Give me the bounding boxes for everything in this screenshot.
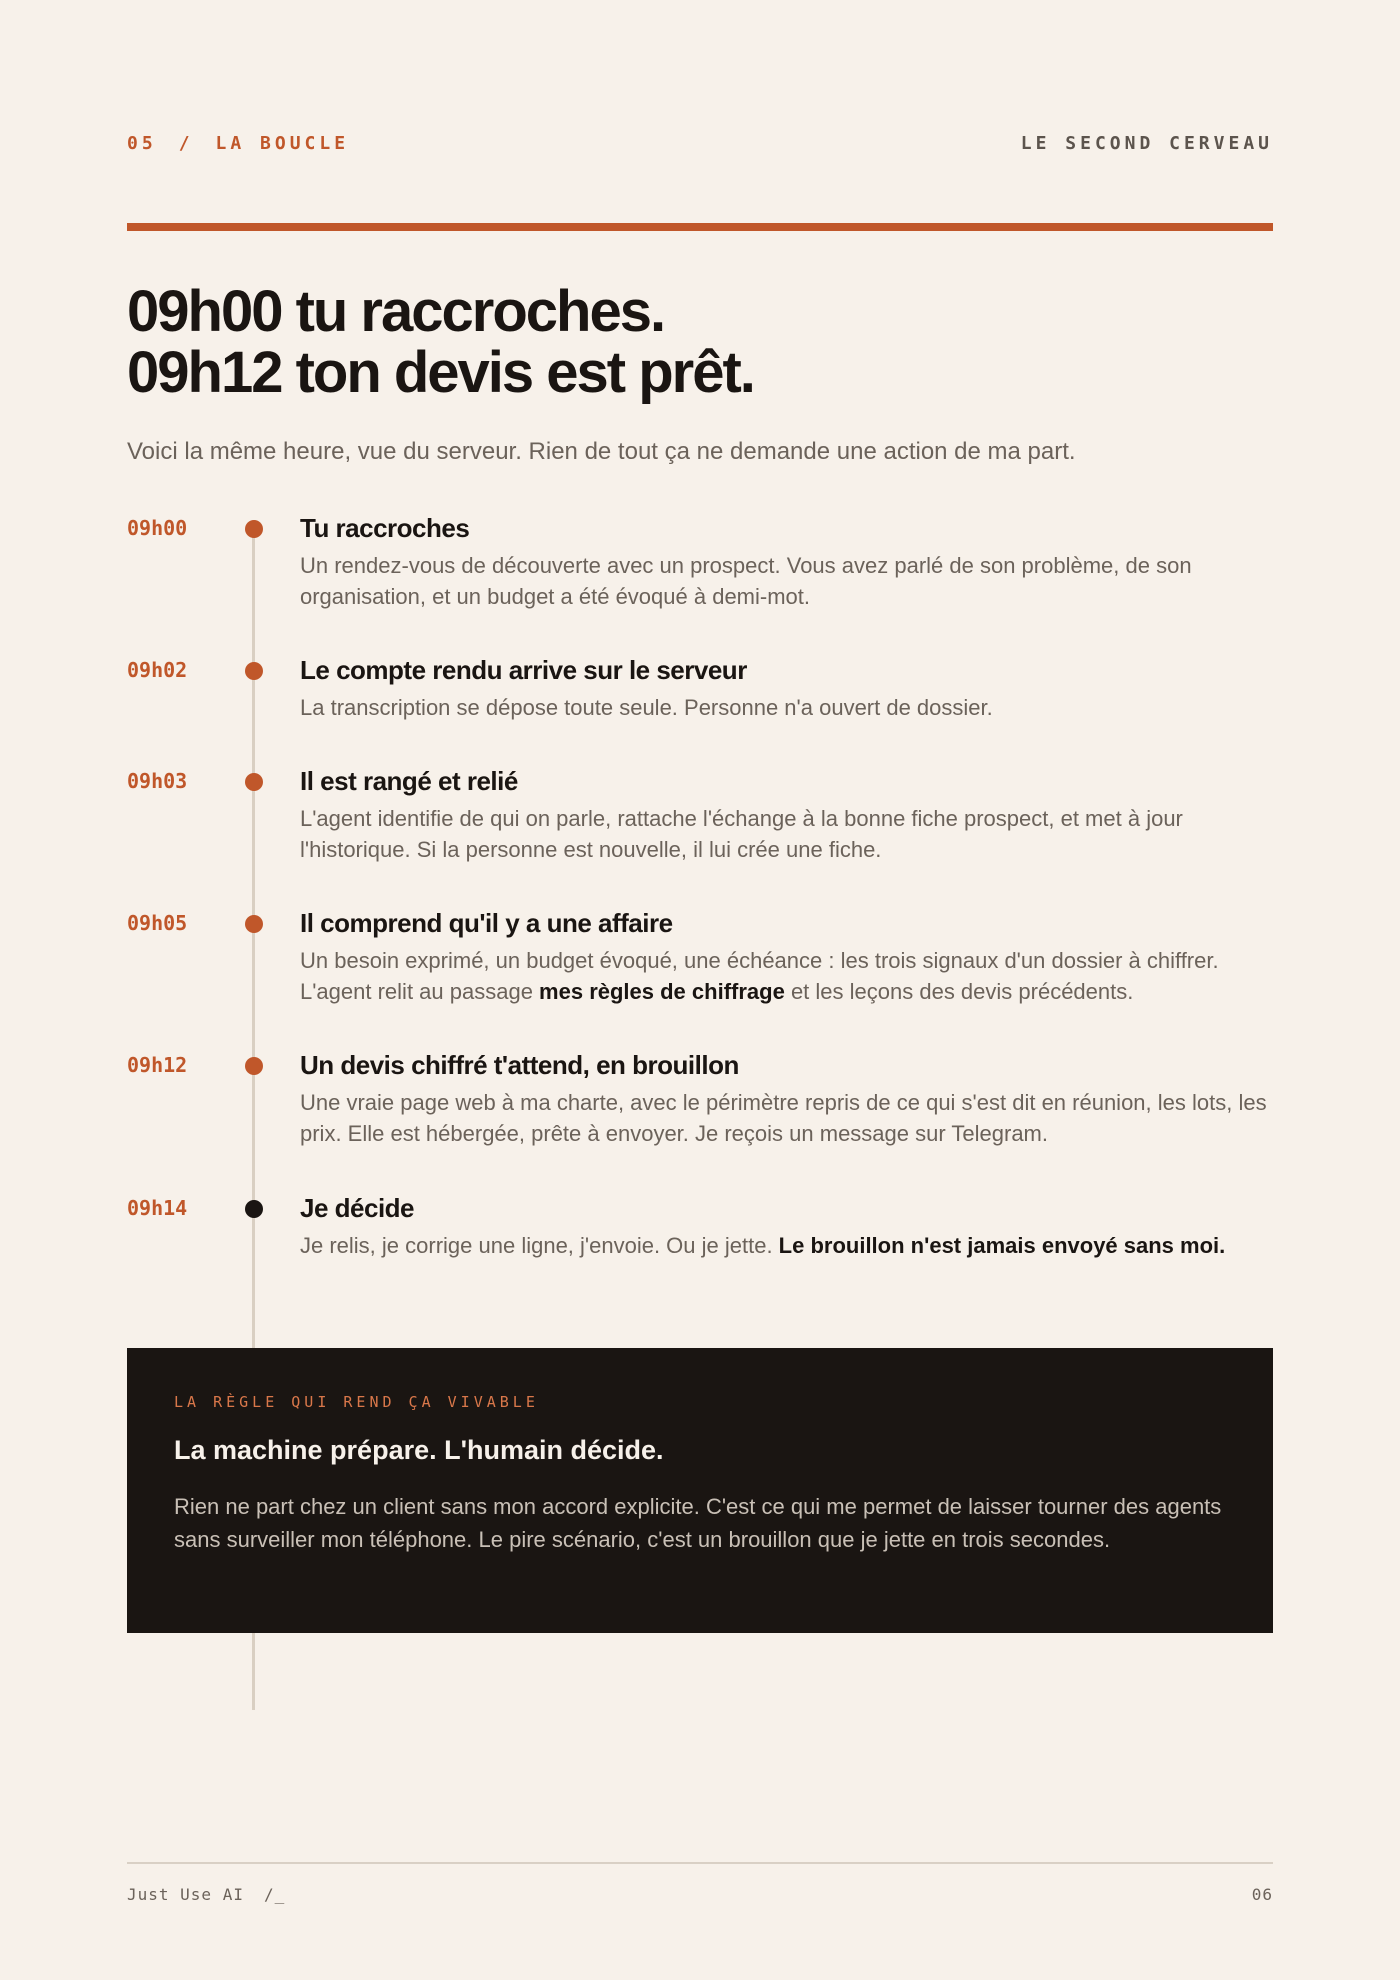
event-title: Il comprend qu'il y a une affaire — [300, 908, 673, 938]
page-number: 06 — [1251, 1885, 1273, 1904]
event-description: Une vraie page web à ma charte, avec le périmètre repris de ce qui s'est dit en réunion, les lots, les prix. Elle est hébergée, prête à envoyer. Je reçois un message sur Telegram. — [300, 1090, 1267, 1146]
section-title: LA BOUCLE — [215, 133, 350, 154]
callout-label: LA RÈGLE QUI REND ÇA VIVABLE — [174, 1393, 539, 1411]
event-description-emphasis: Le brouillon n'est jamais envoyé sans moi. — [778, 1233, 1226, 1258]
event-description-text: Un besoin exprimé, un budget évoqué, une échéance : les trois signaux d'un dossier à chiffrer. L'agent relit au passage — [300, 948, 1219, 1004]
page — [127, 0, 1273, 1980]
timeline-dot-final — [245, 1200, 263, 1218]
event-time: 09h03 — [127, 769, 188, 793]
timeline-dot — [245, 1057, 263, 1075]
timeline-dot — [245, 520, 263, 538]
event-description: L'agent identifie de qui on parle, rattache l'échange à la bonne fiche prospect, et met à jour l'historique. Si la personne est nouvelle, il lui crée une fiche. — [300, 806, 1183, 862]
footer-cursor: /_ — [263, 1885, 286, 1904]
event-time: 09h05 — [127, 911, 188, 935]
footer-divider — [127, 1862, 1273, 1864]
brand-label: LE SECOND CERVEAU — [1020, 133, 1273, 154]
footer-brand-name: Just Use AI — [127, 1885, 244, 1904]
section-label — [127, 133, 349, 154]
event-description — [300, 945, 1275, 1007]
event-description-text: Je relis, je corrige une ligne, j'envoie. Ou je jette. — [300, 1233, 779, 1258]
timeline-dot — [245, 915, 263, 933]
event-description: Un rendez-vous de découverte avec un prospect. Vous avez parlé de son problème, de son organisation, et un budget a été évoqué à demi-mot. — [300, 553, 1192, 609]
event-description-emphasis: mes règles de chiffrage — [539, 979, 785, 1004]
title-line-2: 09h12 ton devis est prêt. — [127, 340, 754, 405]
intro-text: Voici la même heure, vue du serveur. Rien de tout ça ne demande une action de ma part. — [127, 438, 1076, 465]
event-title: Le compte rendu arrive sur le serveur — [300, 655, 747, 685]
event-title: Il est rangé et relié — [300, 766, 518, 796]
accent-rule — [127, 223, 1273, 231]
event-title: Un devis chiffré t'attend, en brouillon — [300, 1050, 739, 1080]
event-time: 09h12 — [127, 1053, 188, 1077]
timeline-dot — [245, 662, 263, 680]
page-header — [127, 133, 1273, 157]
section-number: 05 — [127, 133, 157, 154]
event-title: Je décide — [300, 1193, 415, 1223]
event-time: 09h14 — [127, 1196, 188, 1220]
rule-callout — [127, 1348, 1273, 1633]
callout-title: La machine prépare. L'humain décide. — [174, 1435, 664, 1465]
event-description: La transcription se dépose toute seule. Personne n'a ouvert de dossier. — [300, 695, 993, 720]
footer-brand — [127, 1885, 285, 1904]
event-description-text: et les leçons des devis précédents. — [784, 979, 1134, 1004]
event-time: 09h00 — [127, 516, 188, 540]
event-description — [300, 1230, 1275, 1261]
title-line-1: 09h00 tu raccroches. — [127, 279, 665, 344]
timeline-dot — [245, 773, 263, 791]
event-time: 09h02 — [127, 658, 188, 682]
page-title — [127, 281, 1273, 403]
callout-text: Rien ne part chez un client sans mon accord explicite. C'est ce qui me permet de laisser tourner des agents sans surveiller mon téléphone. Le pire scénario, c'est un brouillon que je jette en trois secondes. — [174, 1494, 1222, 1552]
section-separator: / — [178, 133, 194, 154]
event-title: Tu raccroches — [300, 513, 470, 543]
